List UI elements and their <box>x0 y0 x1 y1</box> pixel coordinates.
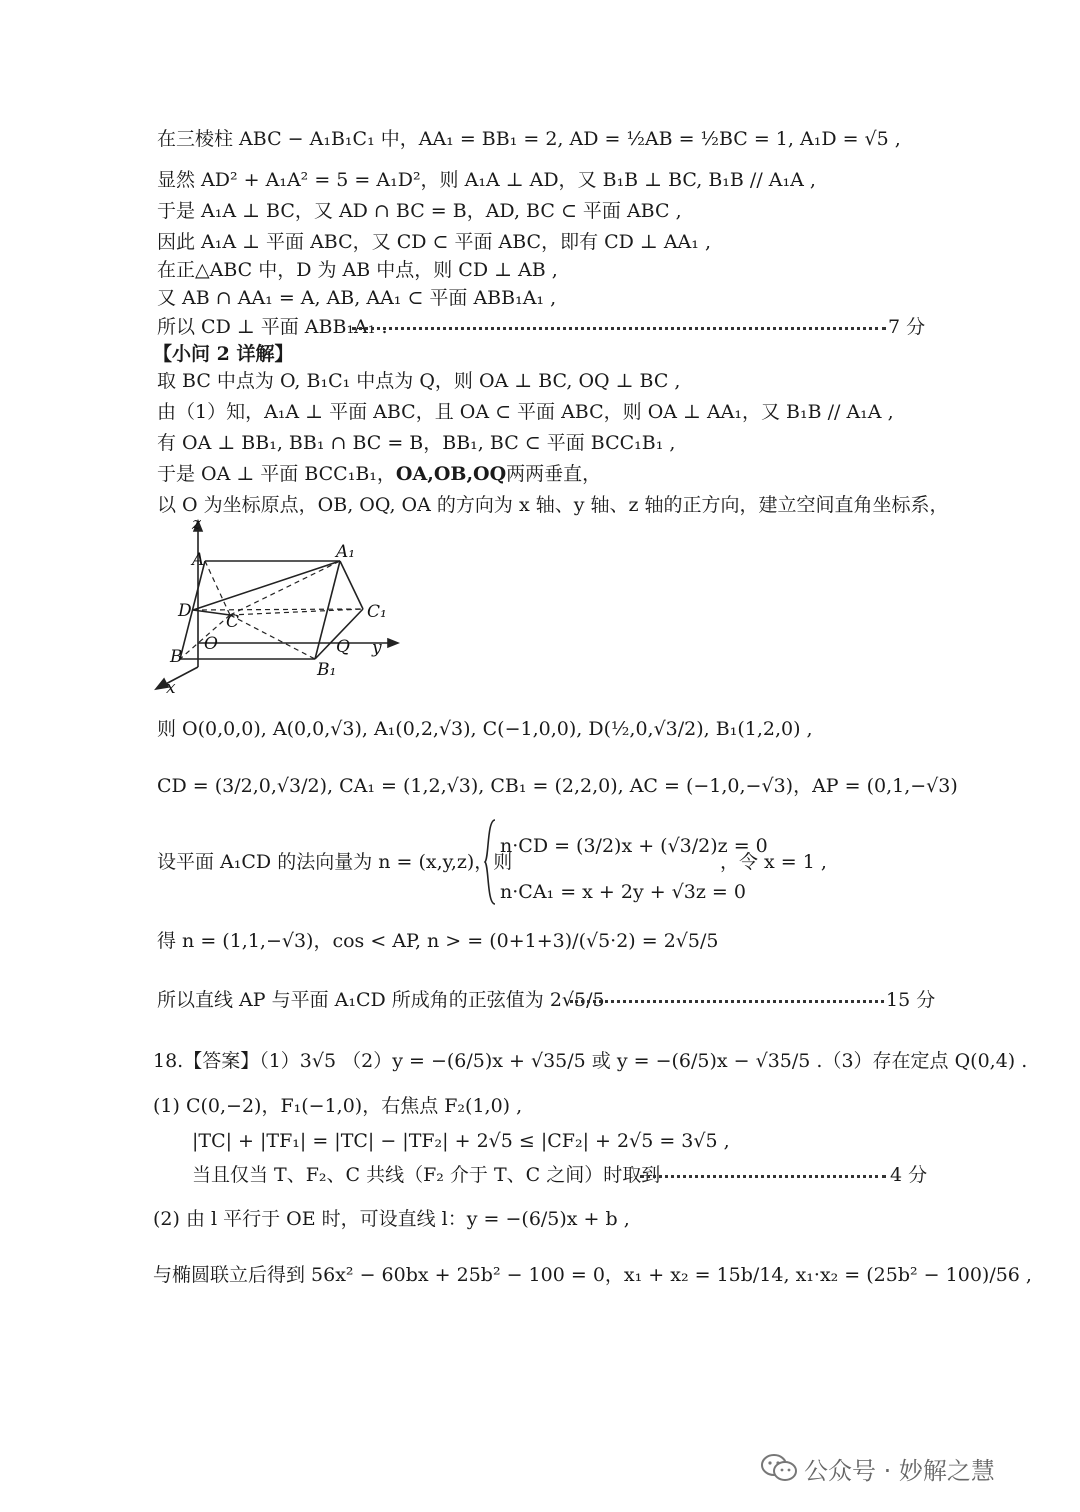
wechat-icon <box>760 1453 798 1483</box>
label-b: B <box>170 647 183 667</box>
equation-line: n·CD = (3/2)x + (√3/2)z = 0 <box>500 835 768 857</box>
text-line: 得 n = (1,1,−√3)，cos < AP, n > = (0+1+3)/(√5·2) = 2√5/5 <box>157 930 719 952</box>
text-line: 以 O 为坐标原点，OB, OQ, OA 的方向为 x 轴、y 轴、z 轴的正方向，建立空间直角坐标系， <box>157 494 949 516</box>
text-line: 取 BC 中点为 O, B₁C₁ 中点为 Q，则 OA ⊥ BC, OQ ⊥ BC , <box>157 370 681 392</box>
label-o: O <box>204 634 218 654</box>
text-line: 设平面 A₁CD 的法向量为 n = (x,y,z)，则 <box>157 851 513 873</box>
text-line: 则 O(0,0,0), A(0,0,√3), A₁(0,2,√3), C(−1,0,0), D(½,0,√3/2), B₁(1,2,0) , <box>157 718 813 740</box>
text-line: |TC| + |TF₁| = |TC| − |TF₂| + 2√5 ≤ |CF₂| + 2√5 = 3√5 , <box>192 1130 730 1152</box>
label-y: y <box>372 638 382 658</box>
label-x: x <box>166 678 176 698</box>
text-segment: 两两垂直， <box>506 463 602 485</box>
label-a: A <box>192 550 205 570</box>
y-arrow-icon <box>388 639 398 647</box>
label-d: D <box>178 601 192 621</box>
label-a1: A₁ <box>336 542 356 562</box>
text-line: 于是 A₁A ⊥ BC，又 AD ∩ BC = B，AD, BC ⊂ 平面 ABC , <box>157 200 682 222</box>
text-line: 由（1）知，A₁A ⊥ 平面 ABC，且 OA ⊂ 平面 ABC，则 OA ⊥ AA₁，又 B₁B // A₁A , <box>157 401 894 423</box>
text-line: 有 OA ⊥ BB₁, BB₁ ∩ BC = B，BB₁, BC ⊂ 平面 BCC₁B₁ , <box>157 432 676 454</box>
dashed-d-c1 <box>193 609 363 610</box>
text-line: (1) C(0,−2)，F₁(−1,0)，右焦点 F₂(1,0) , <box>153 1095 523 1117</box>
dashed-a-c <box>205 561 230 615</box>
text-line: 在三棱柱 ABC − A₁B₁C₁ 中，AA₁ = BB₁ = 2, AD = ½AB = ½BC = 1, A₁D = √5 , <box>157 128 901 150</box>
label-c: C <box>226 612 240 632</box>
section-heading: 【小问 2 详解】 <box>153 343 294 365</box>
text-line: 因此 A₁A ⊥ 平面 ABC，又 CD ⊂ 平面 ABC，即有 CD ⊥ AA₁ , <box>157 231 711 253</box>
text-line: 所以 CD ⊥ 平面 ABB₁A₁ . <box>157 316 388 338</box>
label-c1: C₁ <box>367 602 387 622</box>
edge-d-a1 <box>193 561 340 610</box>
text-line: (2) 由 l 平行于 OE 时，可设直线 l：y = −(6/5)x + b , <box>153 1208 630 1230</box>
label-b1: B₁ <box>317 660 337 680</box>
text-line: 显然 AD² + A₁A² = 5 = A₁D²，则 A₁A ⊥ AD，又 B₁B ⊥ BC, B₁B // A₁A , <box>157 169 816 191</box>
answer-line: 18.【答案】（1）3√5 （2）y = −(6/5)x + √35/5 或 y = −(6/5)x − √35/5 .（3）存在定点 Q(0,4) . <box>153 1050 1028 1072</box>
text-line: CD = (3/2,0,√3/2), CA₁ = (1,2,√3), CB₁ = (2,2,0), AC = (−1,0,−√3)，AP = (0,1,−√3) <box>157 775 958 797</box>
text-line: 与椭圆联立后得到 56x² − 60bx + 25b² − 100 = 0，x₁ + x₂ = 15b/14, x₁·x₂ = (25b² − 100)/56 , <box>153 1264 1032 1286</box>
label-z: z <box>192 515 201 534</box>
dashed-c-b1 <box>230 615 315 659</box>
text-line: 在正△ABC 中，D 为 AB 中点，则 CD ⊥ AB , <box>157 259 558 281</box>
score-leader-dots <box>352 325 886 330</box>
score-label: 7 分 <box>888 316 926 338</box>
text-line: ，令 x = 1 , <box>720 851 827 873</box>
label-q: Q <box>336 637 350 657</box>
score-label: 15 分 <box>886 989 936 1011</box>
score-leader-dots <box>570 998 884 1003</box>
score-leader-dots <box>640 1173 886 1178</box>
text-segment: 于是 OA ⊥ 平面 BCC₁B₁， <box>157 463 396 485</box>
bold-text: OA,OB,OQ <box>395 463 507 485</box>
prism-figure <box>150 515 400 700</box>
equation-line: n·CA₁ = x + 2y + √3z = 0 <box>500 881 746 903</box>
text-line: 所以直线 AP 与平面 A₁CD 所成角的正弦值为 2√5/5 <box>157 989 605 1011</box>
text-line: 当且仅当 T、F₂、C 共线（F₂ 介于 T、C 之间）时取到 <box>192 1164 661 1186</box>
dashed-c-a1 <box>230 561 340 615</box>
text-line: 又 AB ∩ AA₁ = A, AB, AA₁ ⊂ 平面 ABB₁A₁ , <box>157 287 557 309</box>
text-line <box>157 461 601 487</box>
edge-a1-c1 <box>340 561 363 609</box>
score-label: 4 分 <box>890 1164 928 1186</box>
watermark-text: 公众号 · 妙解之慧 <box>804 1456 995 1485</box>
brace-icon <box>483 818 497 906</box>
watermark <box>760 1448 1060 1488</box>
